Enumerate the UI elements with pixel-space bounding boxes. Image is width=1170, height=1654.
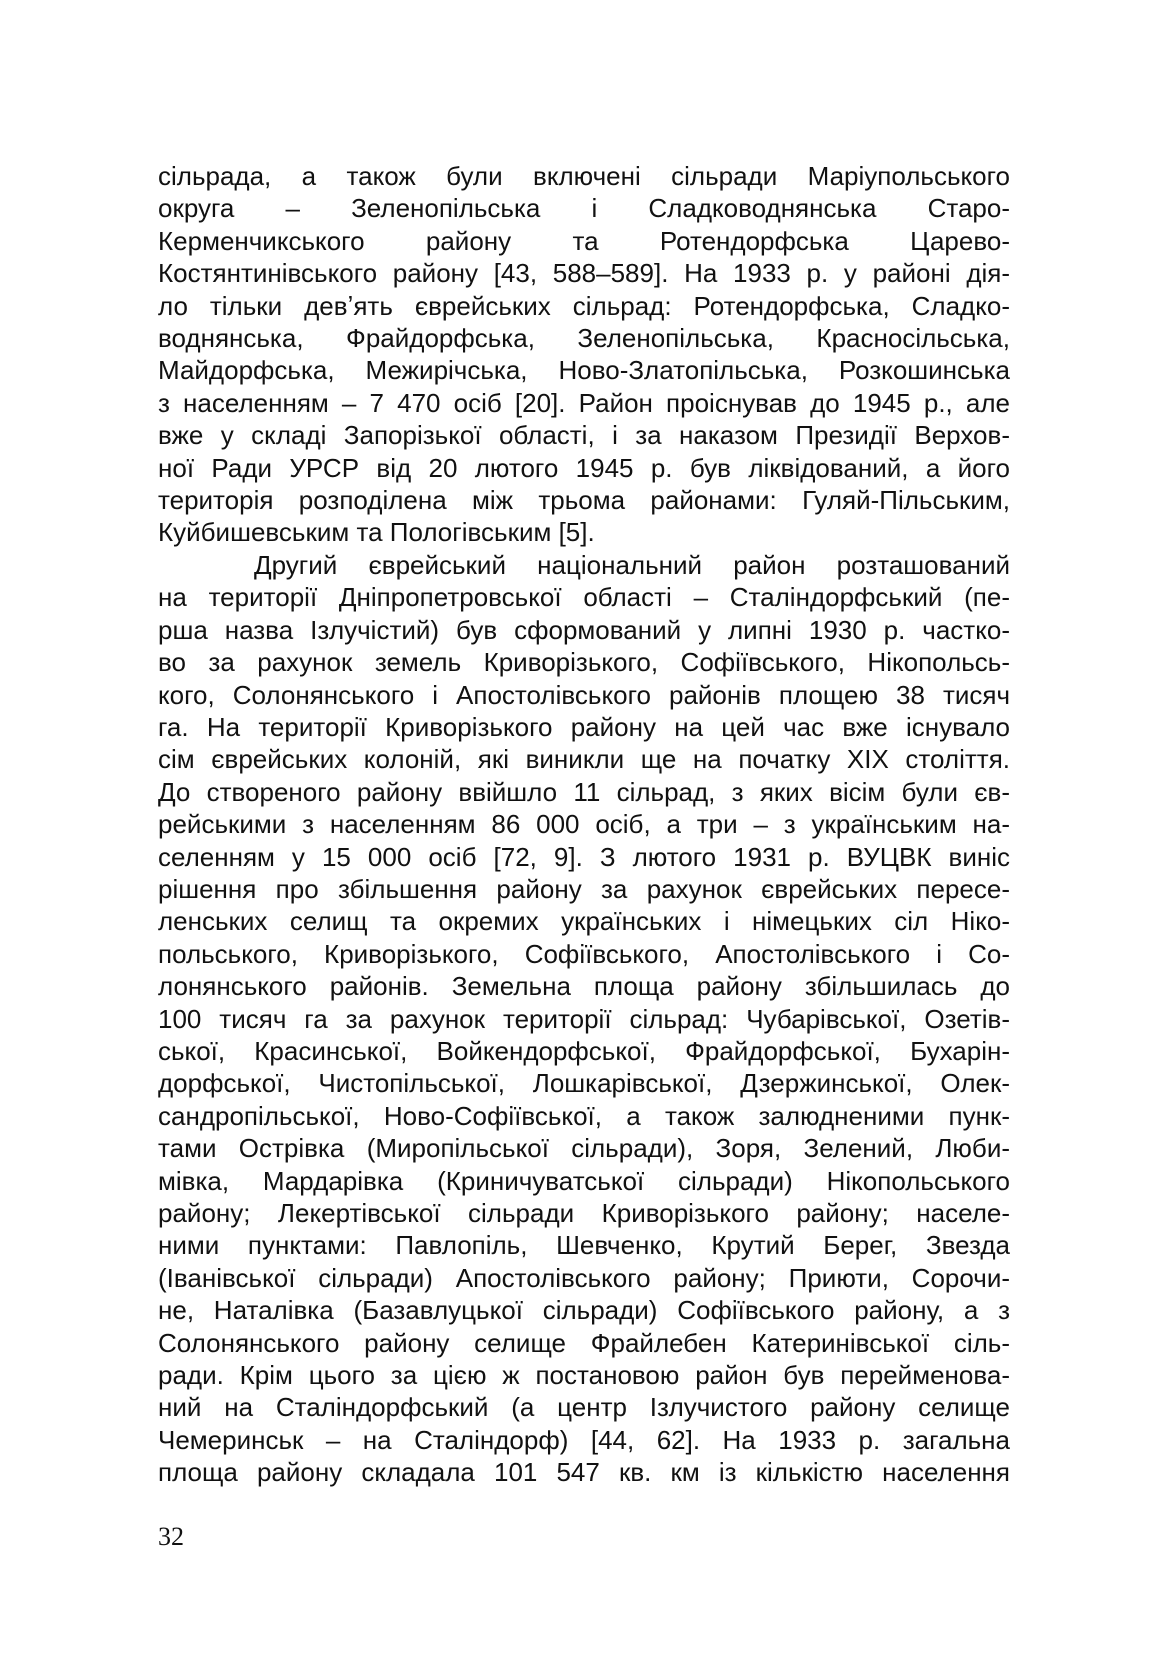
text-line: Куйбишевським та Пологівським [5]. — [158, 517, 595, 548]
text-line: району; Лекертівської сільради Криворізького району; населе- — [158, 1198, 1010, 1228]
text-line: сільрада, а також були включені сільради Маріупольського — [158, 161, 1010, 191]
text-line: Керменчикського району та Ротендорфська Царево- — [158, 225, 1010, 256]
text-line: рейськими з населенням 86 000 осіб, а три – з українським на- — [158, 809, 1010, 840]
text-line: рішення про збільшення району за рахунок єврейських пересе- — [158, 873, 1010, 904]
text-line: на території Дніпропетровської області – Сталіндорфський (пе- — [158, 582, 1010, 613]
text-line: ний на Сталіндорфський (а центр Ізлучистого району селище — [158, 1392, 1010, 1423]
paragraph-continuation — [158, 160, 1010, 549]
text-line: ленських селищ та окремих українських і німецьких сіл Ніко- — [158, 906, 1010, 937]
text-line: мівка, Мардарівка (Криничуватської сільради) Нікопольського — [158, 1165, 1010, 1196]
text-line: Майдорфська, Межирічська, Ново-Златопільська, Розкошинська — [158, 355, 1010, 386]
text-line: з населенням – 7 470 осіб [20]. Район проіснував до 1945 р., але — [158, 387, 1010, 418]
text-line: во за рахунок земель Криворізького, Софіївського, Нікопольсь- — [158, 647, 1010, 678]
text-line: 100 тисяч га за рахунок території сільрад: Чубарівської, Озетів- — [158, 1003, 1010, 1034]
text-line: ської, Красинської, Войкендорфської, Фрайдорфської, Бухарін- — [158, 1035, 1010, 1066]
text-line-content: Другий єврейський національний район розташований — [254, 549, 1010, 580]
text-line: Чемеринськ – на Сталіндорф) [44, 62]. На 1933 р. загальна — [158, 1424, 1010, 1455]
text-line: округа – Зеленопільська і Сладководнянська Старо- — [158, 193, 1010, 224]
text-line: ними пунктами: Павлопіль, Шевченко, Крутий Берег, Звезда — [158, 1230, 1010, 1261]
text-line: га. На території Криворізького району на цей час вже існувало — [158, 711, 1010, 742]
text-line: воднянська, Фрайдорфська, Зеленопільська, Красносільська, — [158, 323, 1010, 354]
paragraph-stalindorf — [158, 549, 1010, 1489]
text-line: кого, Солонянського і Апостолівського районів площею 38 тисяч — [158, 679, 1010, 710]
text-line: сандропільської, Ново-Софіївської, а також залюдненими пунк- — [158, 1100, 1010, 1131]
text-line: площа району складала 101 547 кв. км із кількістю населення — [158, 1457, 1010, 1488]
text-line: (Іванівської сільради) Апостолівського району; Приюти, Сорочи- — [158, 1262, 1010, 1293]
text-line: ло тільки девʼять єврейських сільрад: Ротендорфська, Сладко- — [158, 290, 1010, 321]
text-line: Солонянського району селище Фрайлебен Катеринівської сіль- — [158, 1327, 1010, 1358]
text-line: сім єврейських колоній, які виникли ще на початку ХІХ століття. — [158, 744, 1010, 775]
text-line — [158, 549, 1010, 581]
text-line: ради. Крім цього за цією ж постановою район був перейменова- — [158, 1360, 1010, 1391]
text-line: рша назва Ізлучістий) був сформований у липні 1930 р. частко- — [158, 614, 1010, 645]
text-line: ної Ради УРСР від 20 лютого 1945 р. був ліквідований, а його — [158, 452, 1010, 483]
text-line: лонянського районів. Земельна площа району збільшилась до — [158, 971, 1010, 1002]
text-line: дорфської, Чистопільської, Лошкарівської, Дзержинської, Олек- — [158, 1068, 1010, 1099]
text-line: територія розподілена між трьома районами: Гуляй-Пільським, — [158, 485, 1010, 516]
page-number: 32 — [158, 1522, 184, 1551]
body-text — [158, 160, 1010, 1489]
text-line: селенням у 15 000 осіб [72, 9]. З лютого 1931 р. ВУЦВК виніс — [158, 841, 1010, 872]
text-line: не, Наталівка (Базавлуцької сільради) Софіївського району, а з — [158, 1295, 1010, 1326]
text-line: польського, Криворізького, Софіївського, Апостолівського і Со- — [158, 938, 1010, 969]
text-line: вже у складі Запорізької області, і за наказом Президії Верхов- — [158, 420, 1010, 451]
text-line: тами Острівка (Миропільської сільради), Зоря, Зелений, Люби- — [158, 1133, 1010, 1164]
text-line: Костянтинівського району [43, 588–589]. На 1933 р. у районі дія- — [158, 258, 1010, 289]
text-line: До створеного району ввійшло 11 сільрад, з яких вісім були єв- — [158, 776, 1010, 807]
